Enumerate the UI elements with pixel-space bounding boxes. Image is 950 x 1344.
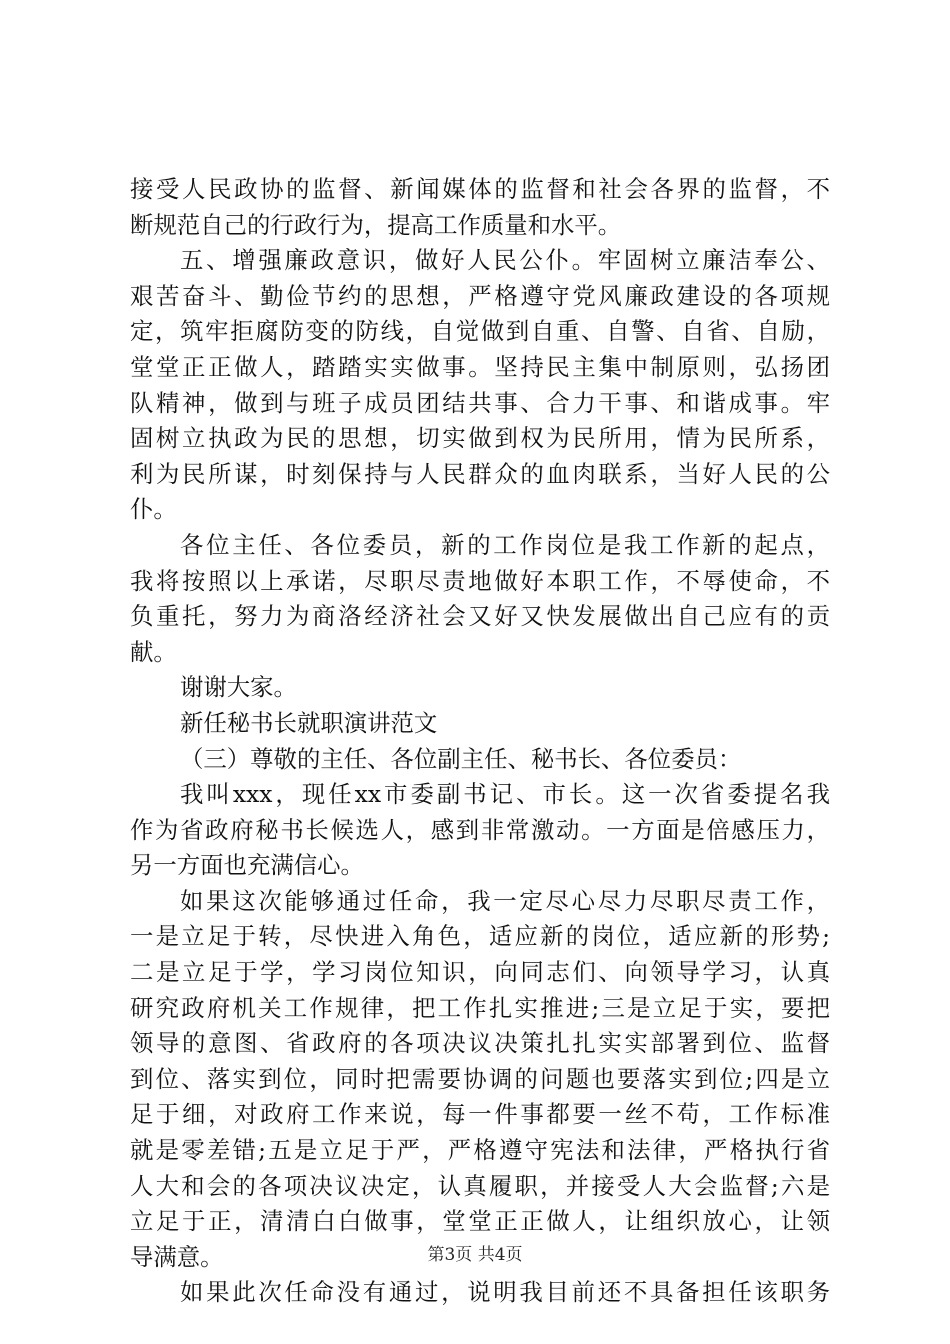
- text-line: 接受人民政协的监督、新闻媒体的监督和社会各界的监督，不: [130, 175, 830, 203]
- text-line: 固树立执政为民的思想，切实做到权为民所用，情为民所系，: [130, 424, 830, 453]
- text-line: 另一方面也充满信心。: [130, 851, 364, 880]
- text-line: 堂堂正正做人，踏踏实实做事。坚持民主集中制原则，弘扬团: [130, 352, 830, 381]
- text-line: 一是立足于转，尽快进入角色，适应新的岗位，适应新的形势;: [130, 922, 830, 951]
- document-body: [130, 172, 830, 1311]
- text-line: 导满意。: [130, 1242, 224, 1271]
- text-line: 到位、落实到位，同时把需要协调的问题也要落实到位;四是立: [130, 1064, 830, 1093]
- text-line: （三）尊敬的主任、各位副主任、秘书长、各位委员：: [180, 744, 742, 773]
- text-line: 研究政府机关工作规律，把工作扎实推进;三是立足于实，要把: [130, 993, 830, 1022]
- text-line: 我叫xxx，现任xx市委副书记、市长。这一次省委提名我: [180, 780, 830, 809]
- text-line: 艰苦奋斗、勤俭节约的思想，严格遵守党风廉政建设的各项规: [130, 281, 830, 310]
- text-line: 谢谢大家。: [180, 673, 297, 702]
- text-line: 我将按照以上承诺，尽职尽责地做好本职工作，不辱使命，不: [130, 566, 830, 595]
- text-line: 队精神，做到与班子成员团结共事、合力干事、和谐成事。牢: [130, 388, 830, 417]
- page-number-footer: 第3页 共4页: [427, 1245, 523, 1265]
- text-line: 断规范自己的行政行为，提高工作质量和水平。: [130, 210, 622, 239]
- section-title: 新任秘书长就职演讲范文: [180, 708, 438, 737]
- text-line: 仆。: [130, 495, 177, 524]
- text-line: 如果此次任命没有通过，说明我目前还不具备担任该职务: [180, 1278, 830, 1307]
- text-line: 二是立足于学，学习岗位知识，向同志们、向领导学习，认真: [130, 958, 830, 987]
- text-line: 作为省政府秘书长候选人，感到非常激动。一方面是倍感压力，: [130, 815, 830, 844]
- text-line: 领导的意图、省政府的各项决议决策扎扎实实部署到位、监督: [130, 1029, 830, 1058]
- text-line: 五、增强廉政意识，做好人民公仆。牢固树立廉洁奉公、: [180, 246, 830, 275]
- text-line: 定，筑牢拒腐防变的防线，自觉做到自重、自警、自省、自励，: [130, 317, 830, 346]
- text-line: 献。: [130, 637, 177, 666]
- text-line: 人大和会的各项决议决定，认真履职，并接受人大会监督;六是: [130, 1171, 830, 1200]
- text-line: 足于细，对政府工作来说，每一件事都要一丝不苟，工作标准: [130, 1100, 830, 1129]
- text-line: 就是零差错;五是立足于严，严格遵守宪法和法律，严格执行省: [130, 1136, 830, 1165]
- text-line: 利为民所谋，时刻保持与人民群众的血肉联系，当好人民的公: [130, 459, 830, 488]
- text-line: 负重托，努力为商洛经济社会又好又快发展做出自己应有的贡: [130, 602, 830, 631]
- text-line: 如果这次能够通过任命，我一定尽心尽力尽职尽责工作，: [180, 886, 830, 915]
- text-line: 立足于正，清清白白做事，堂堂正正做人，让组织放心，让领: [130, 1207, 830, 1236]
- text-line: 各位主任、各位委员，新的工作岗位是我工作新的起点，: [180, 530, 830, 559]
